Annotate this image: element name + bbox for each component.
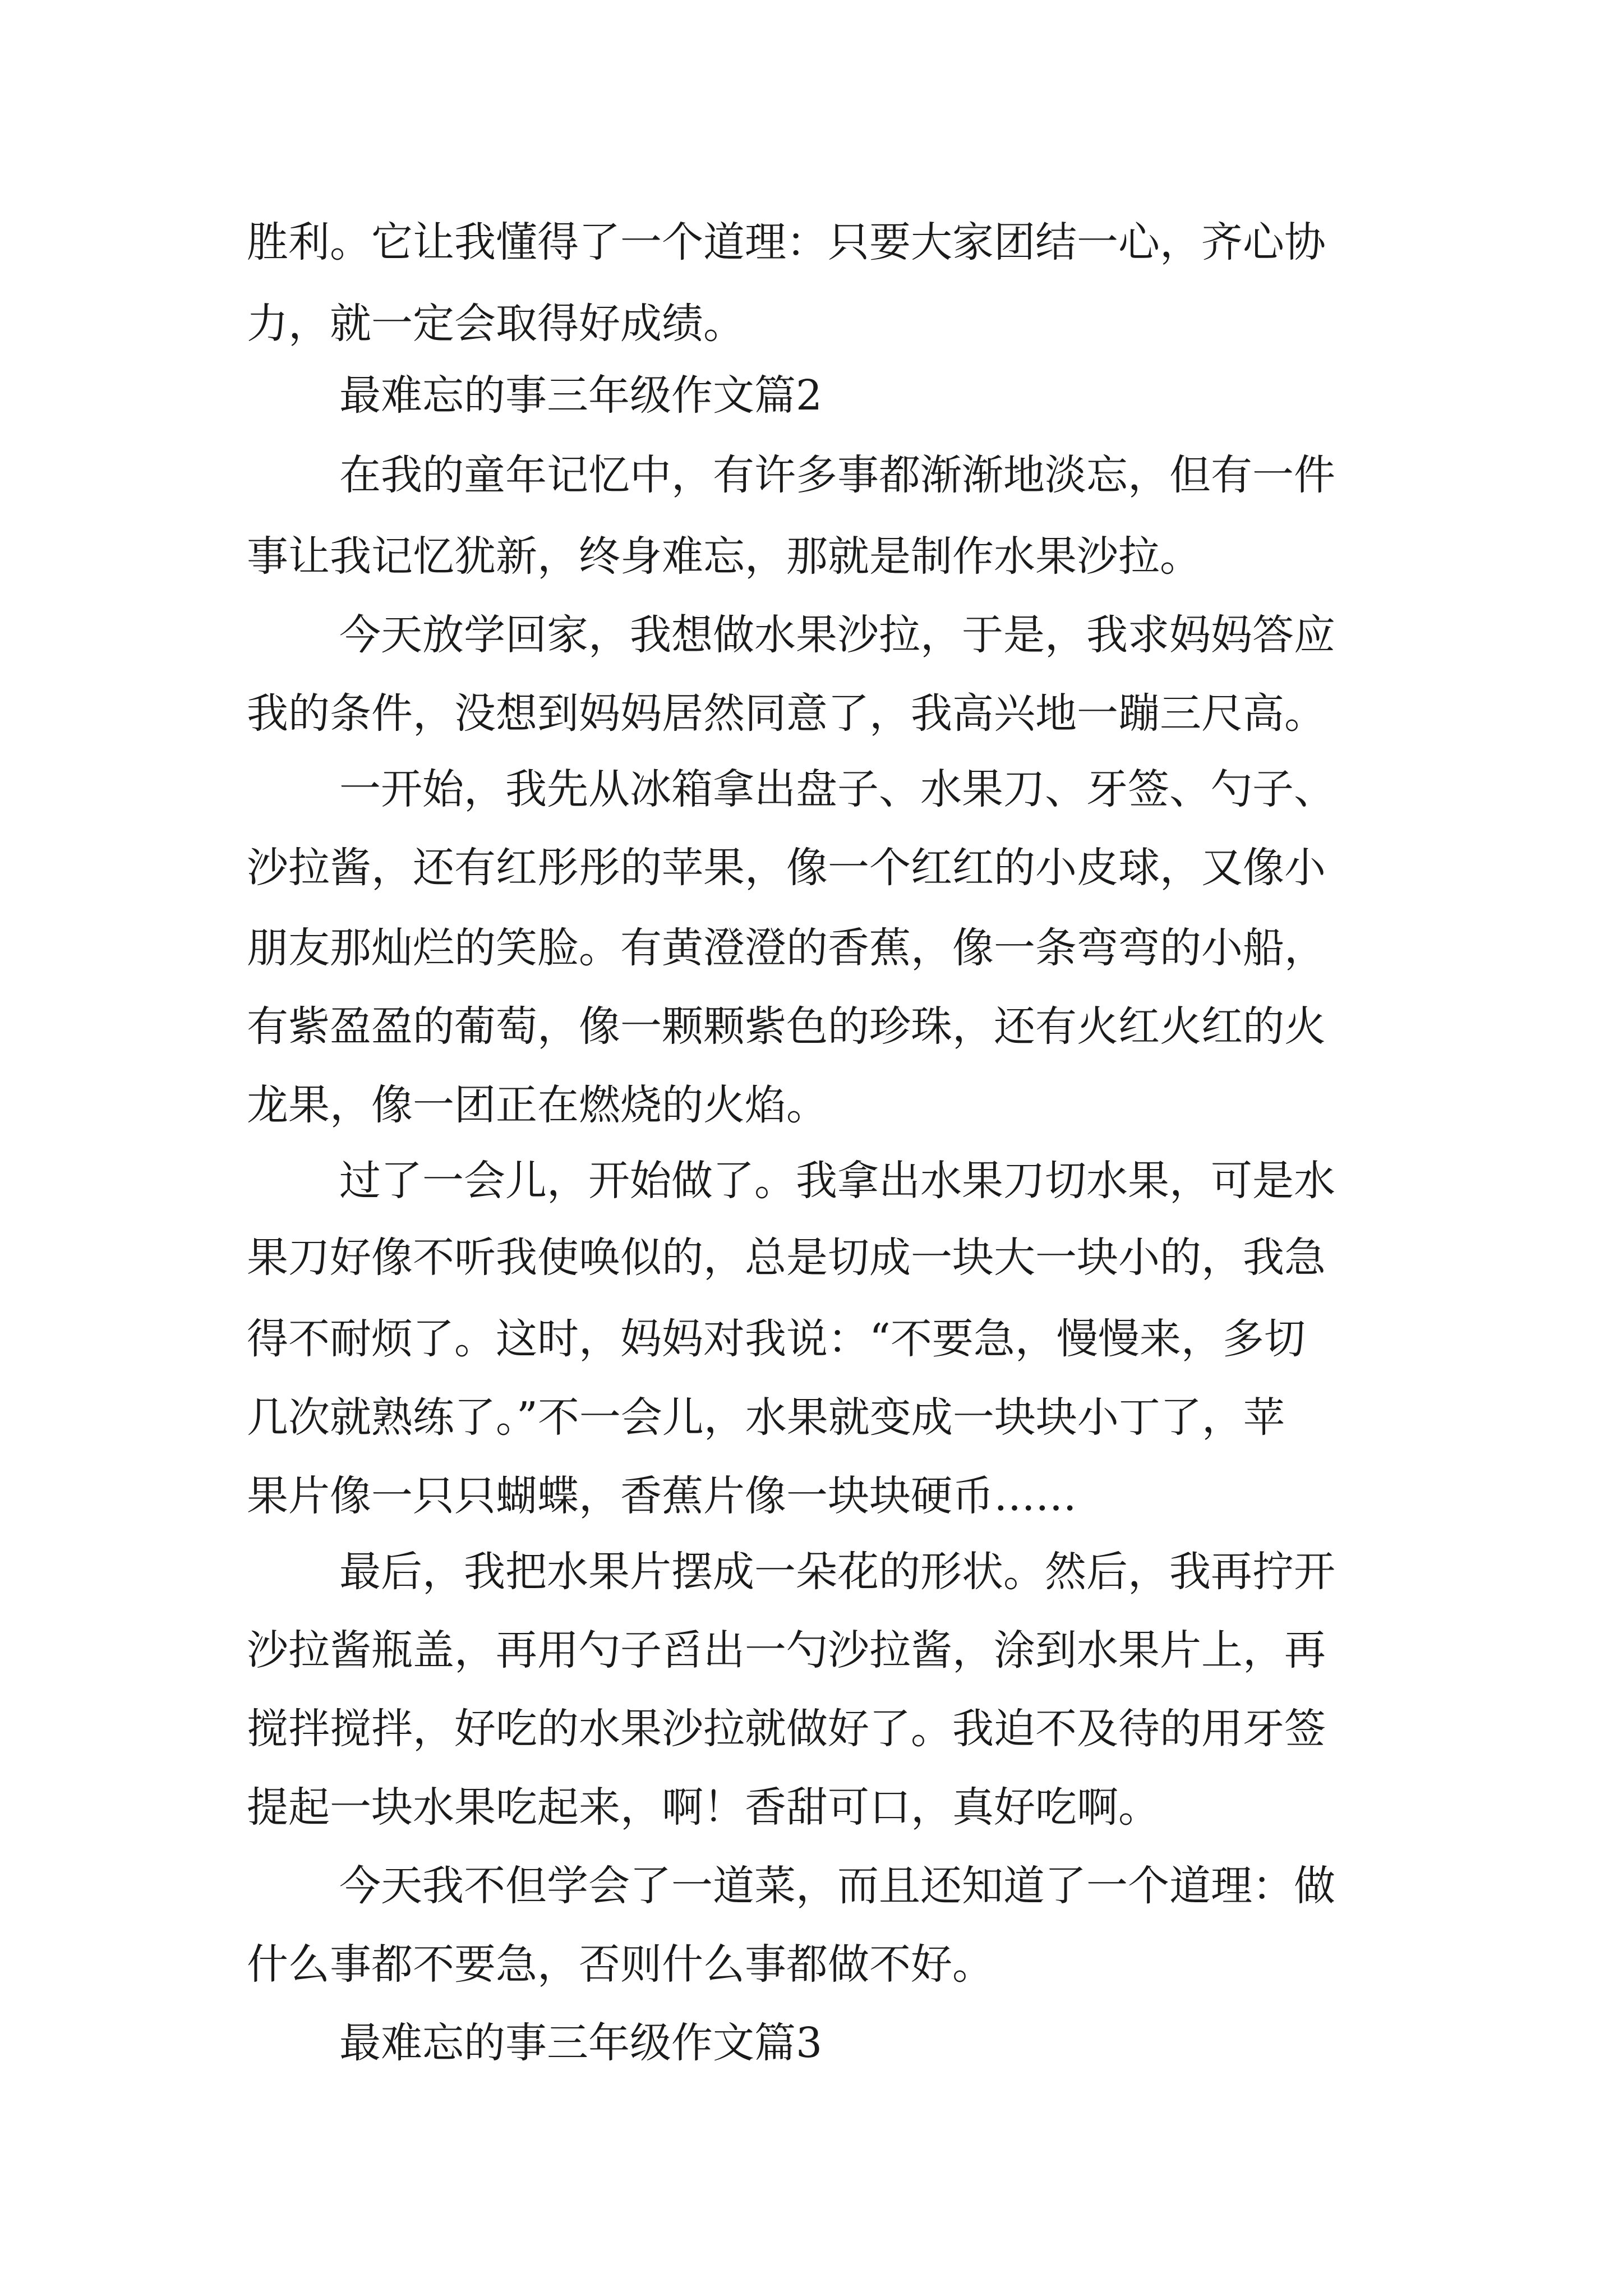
paragraph-line: 力，就一定会取得好成绩。	[247, 300, 745, 348]
paragraph-line: 今天放学回家，我想做水果沙拉，于是，我求妈妈答应	[339, 611, 1335, 659]
paragraph-line: 什么事都不要急，否则什么事都做不好。	[247, 1940, 994, 1989]
paragraph-line: 龙果，像一团正在燃烧的火焰。	[247, 1081, 828, 1129]
paragraph-line: 提起一块水果吃起来，啊！香甜可口，真好吃啊。	[247, 1783, 1160, 1832]
paragraph-line: 有紫盈盈的葡萄，像一颗颗紫色的珍珠，还有火红火红的火	[247, 1002, 1326, 1051]
paragraph-line: 朋友那灿烂的笑脸。有黄澄澄的香蕉，像一条弯弯的小船，	[247, 924, 1326, 972]
paragraph-line: 得不耐烦了。这时，妈妈对我说：“不要急，慢慢来，多切	[247, 1315, 1306, 1363]
paragraph-line: 事让我记忆犹新，终身难忘，那就是制作水果沙拉。	[247, 532, 1201, 581]
paragraph-line: 今天我不但学会了一道菜，而且还知道了一个道理：做	[339, 1862, 1335, 1910]
essay-heading: 最难忘的事三年级作文篇2	[339, 371, 823, 420]
paragraph-line: 最后，我把水果片摆成一朵花的形状。然后，我再拧开	[339, 1548, 1335, 1596]
paragraph-line: 我的条件，没想到妈妈居然同意了，我高兴地一蹦三尺高。	[247, 689, 1326, 738]
paragraph-line: 在我的童年记忆中，有许多事都渐渐地淡忘，但有一件	[339, 451, 1335, 499]
paragraph-line: 沙拉酱瓶盖，再用勺子舀出一勺沙拉酱，涂到水果片上，再	[247, 1626, 1326, 1674]
paragraph-line: 一开始，我先从冰箱拿出盘子、水果刀、牙签、勺子、	[339, 765, 1335, 813]
paragraph-line: 搅拌搅拌，好吃的水果沙拉就做好了。我迫不及待的用牙签	[247, 1705, 1326, 1753]
paragraph-line: 果刀好像不听我使唤似的，总是切成一块大一块小的，我急	[247, 1234, 1326, 1282]
paragraph-line: 沙拉酱，还有红彤彤的苹果，像一个红红的小皮球，又像小	[247, 844, 1326, 892]
paragraph-line: 果片像一只只蝴蝶，香蕉片像一块块硬币……	[247, 1472, 1077, 1520]
paragraph-line: 胜利。它让我懂得了一个道理：只要大家团结一心，齐心协	[247, 218, 1326, 266]
paragraph-line: 几次就熟练了。”不一会儿，水果就变成一块块小丁了，苹	[247, 1393, 1285, 1442]
paragraph-line: 过了一会儿，开始做了。我拿出水果刀切水果，可是水	[339, 1157, 1335, 1205]
essay-heading: 最难忘的事三年级作文篇3	[339, 2019, 823, 2067]
